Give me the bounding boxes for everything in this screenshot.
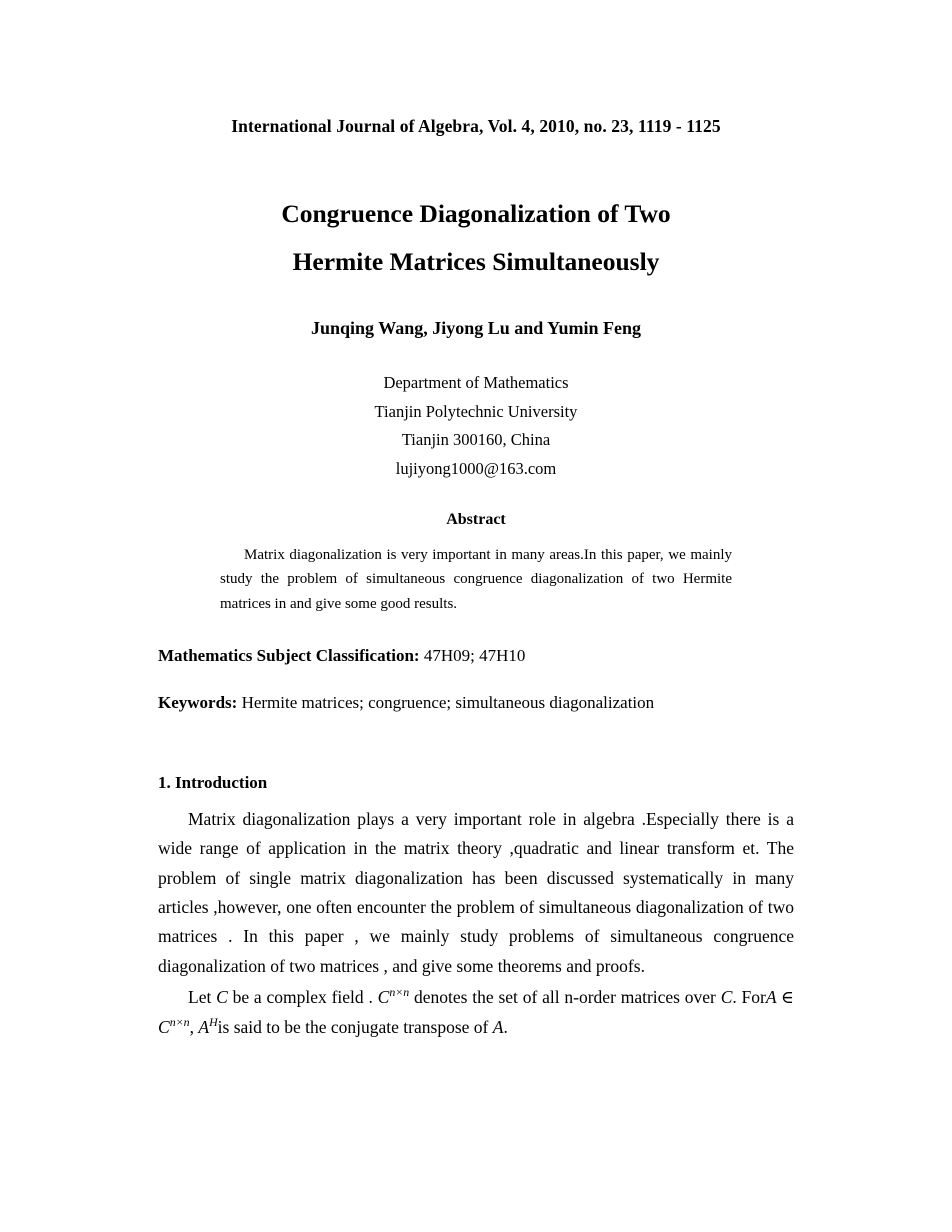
introduction-paragraph-1: Matrix diagonalization plays a very important role in algebra .Especially there is a wide range of application in the matrix theory ,quadratic and linear transform et. The problem of single matrix diagonalization has been discussed systematically in many articles ,however, one often encounter the problem of simultaneous diagonalization of two matrices . In this paper , we mainly study problems of simultaneous congruence diagonalization of two matrices , and give some theorems and proofs. xyxy=(158,808,794,976)
para2-text-1: Let xyxy=(188,987,217,1008)
para2-text-4: . For xyxy=(732,987,766,1008)
affiliation-city: Tianjin 300160, China xyxy=(401,430,551,450)
page-title xyxy=(158,195,794,280)
title-line-1: Congruence Diagonalization of Two xyxy=(281,199,671,228)
abstract-text: Matrix diagonalization is very important in many areas.In this paper, we mainly study the problem of simultaneous congruence diagonalization of two Hermite matrices in and give some good results. xyxy=(220,546,732,612)
para2-text-5: , xyxy=(189,1016,199,1037)
keywords-line xyxy=(158,693,794,713)
affiliation-block xyxy=(158,369,794,483)
journal-header: International Journal of Algebra, Vol. 4, 2010, no. 23, 1119 - 1125 xyxy=(231,116,721,136)
author-list: Junqing Wang, Jiyong Lu and Yumin Feng xyxy=(311,318,641,339)
affiliation-department: Department of Mathematics xyxy=(383,373,569,393)
keywords-label: Keywords: xyxy=(158,692,238,712)
section-heading-introduction: 1. Introduction xyxy=(158,772,268,792)
para2-math-A-H-exponent: H xyxy=(209,1014,218,1029)
msc-label: Mathematics Subject Classification: xyxy=(158,645,420,665)
para2-math-A-in-C-exponent: n×n xyxy=(169,1014,190,1029)
para2-math-C-3: C xyxy=(720,987,733,1008)
affiliation-university: Tianjin Polytechnic University xyxy=(374,401,578,421)
para2-text-6: is said to be the conjugate transpose of xyxy=(217,1016,493,1037)
msc-value: 47H09; 47H10 xyxy=(423,645,526,665)
para2-text-2: be a complex field . xyxy=(227,987,378,1008)
paper-content xyxy=(158,0,794,1042)
para2-text-3: denotes the set of all n-order matrices over xyxy=(409,987,721,1008)
para2-text-7: . xyxy=(503,1016,508,1037)
para2-math-C-2: C xyxy=(377,987,390,1008)
para2-math-C-2-exponent: n×n xyxy=(389,985,410,1000)
para2-math-A-final: A xyxy=(492,1016,504,1037)
para2-math-A-H: A xyxy=(198,1016,210,1037)
abstract-heading: Abstract xyxy=(446,510,506,528)
affiliation-email: lujiyong1000@163.com xyxy=(395,458,557,478)
introduction-paragraph-2 xyxy=(158,983,794,1042)
title-line-2: Hermite Matrices Simultaneously xyxy=(292,246,660,276)
para2-math-A-in-C: A ∈ C xyxy=(158,987,795,1037)
keywords-value: Hermite matrices; congruence; simultaneous diagonalization xyxy=(241,692,655,712)
para2-math-C-1: C xyxy=(216,987,228,1008)
msc-line xyxy=(158,646,794,666)
